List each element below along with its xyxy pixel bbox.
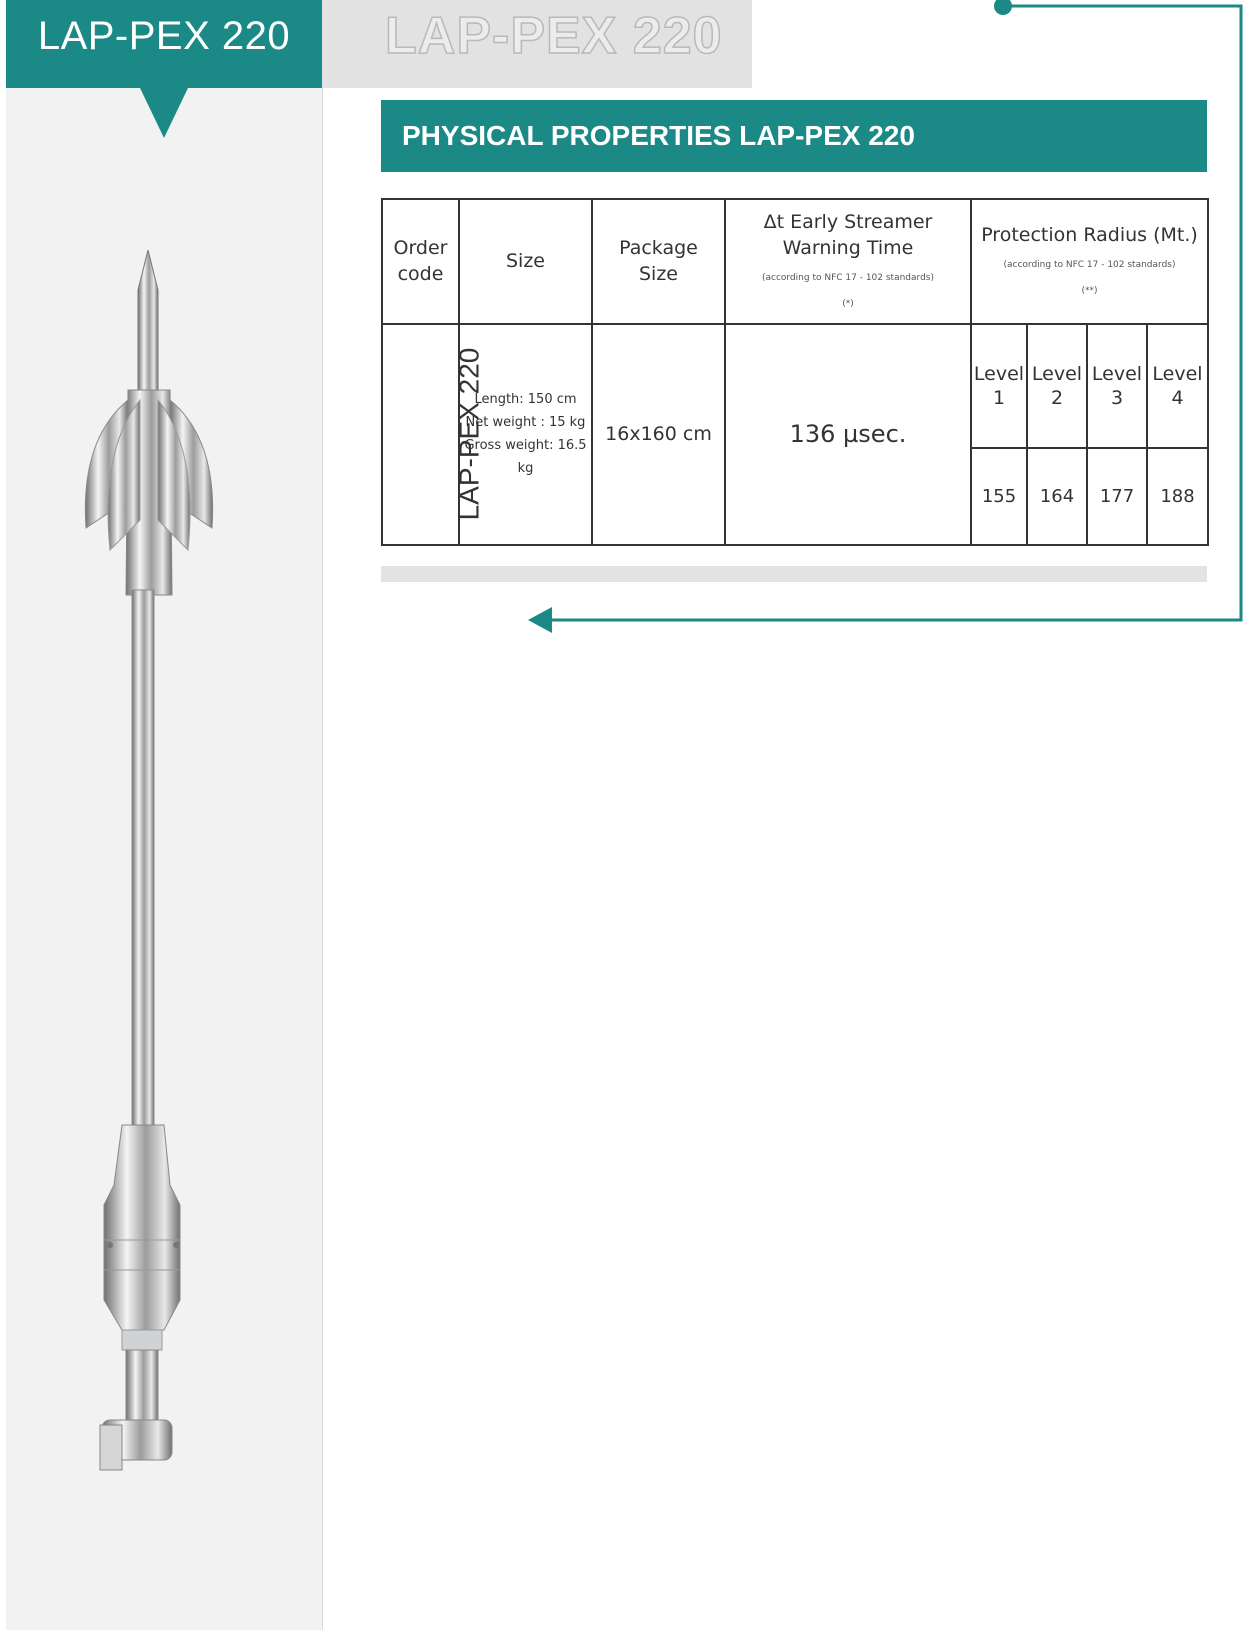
order-code-value: LAP-PEX 220 xyxy=(453,347,485,521)
level-4-label: Level xyxy=(1152,363,1203,386)
header-package-size xyxy=(592,199,725,324)
header-order-code xyxy=(382,199,459,324)
section-title: PHYSICAL PROPERTIES LAP-PEX 220 xyxy=(402,120,915,151)
cell-delta-t: 136 µsec. xyxy=(725,324,971,545)
cell-order-code xyxy=(382,324,485,545)
cell-radius-4: 188 xyxy=(1147,448,1208,545)
header-radius-line1: Protection Radius (Mt.) xyxy=(981,224,1198,247)
cell-package-size: 16x160 cm xyxy=(592,324,725,545)
connector-dot-icon xyxy=(994,0,1012,15)
cell-level-3 xyxy=(1087,324,1147,449)
divider-bar xyxy=(381,566,1207,582)
cell-level-2 xyxy=(1027,324,1087,449)
ghost-title: LAP-PEX 220 xyxy=(385,7,723,65)
cell-radius-3: 177 xyxy=(1087,448,1147,545)
header-order-code-line1: Order xyxy=(393,237,448,260)
lightning-rod-image xyxy=(80,250,230,1540)
header-protection-radius xyxy=(971,199,1208,324)
cell-level-4 xyxy=(1147,324,1208,449)
header-early-mark: (*) xyxy=(842,299,854,310)
table-row xyxy=(382,324,1208,449)
header-package-line1: Package xyxy=(619,237,698,260)
header-early-streamer xyxy=(725,199,971,324)
level-2-number: 2 xyxy=(1050,387,1064,410)
table-header-row xyxy=(382,199,1208,324)
level-3-label: Level xyxy=(1091,363,1143,386)
level-1-number: 1 xyxy=(992,387,1006,410)
level-1-label: Level xyxy=(973,363,1025,386)
header-package-line2: Size xyxy=(638,263,678,286)
header-early-line2: Warning Time xyxy=(782,237,914,260)
title-pointer-arrow xyxy=(140,88,188,138)
size-net-weight: Net weight : 15 kg xyxy=(465,415,586,431)
level-4-number: 4 xyxy=(1171,387,1184,410)
cell-level-1 xyxy=(971,324,1027,449)
product-title: LAP-PEX 220 xyxy=(37,14,291,58)
header-size: Size xyxy=(459,199,592,324)
size-length: Length: 150 cm xyxy=(474,392,577,408)
header-radius-note: (according to NFC 17 - 102 standards) xyxy=(1003,260,1176,271)
size-gross-weight: Gross weight: 16.5 kg xyxy=(464,438,587,477)
header-radius-mark: (**) xyxy=(1081,286,1098,297)
header-early-note: (according to NFC 17 - 102 standards) xyxy=(762,273,934,284)
header-early-line1: Δt Early Streamer xyxy=(763,211,933,234)
arrow-left-icon xyxy=(528,607,552,633)
cell-radius-1: 155 xyxy=(971,448,1027,545)
level-2-label: Level xyxy=(1031,363,1083,386)
header-order-code-line2: code xyxy=(397,263,444,286)
physical-properties-table xyxy=(381,198,1209,546)
cell-radius-2: 164 xyxy=(1027,448,1087,545)
level-3-number: 3 xyxy=(1110,387,1124,410)
